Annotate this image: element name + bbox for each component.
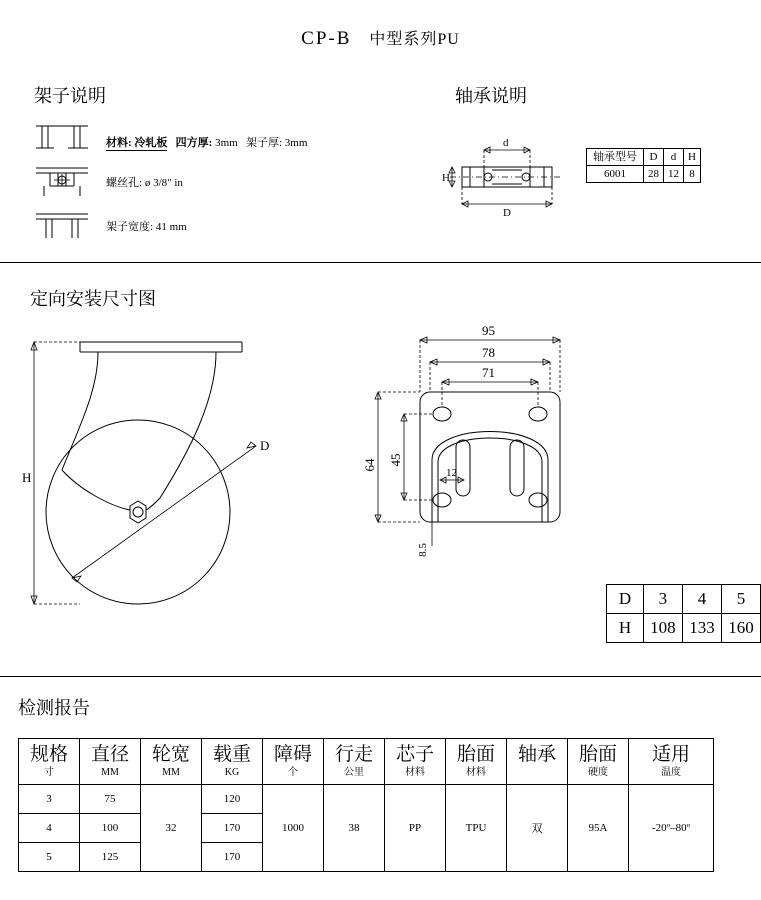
col-title: 轮宽	[151, 744, 190, 765]
diameter-height-table	[606, 584, 761, 643]
col-unit: 公里	[344, 767, 364, 778]
report-col-tread-hardness	[568, 739, 629, 785]
frame-width-icon	[28, 208, 100, 244]
col-unit	[508, 766, 566, 783]
bolt-hole-value: ø 3/8" in	[144, 177, 183, 189]
dh-label-H: H	[607, 614, 644, 643]
report-col-travel	[324, 739, 385, 785]
test-report-table	[18, 738, 714, 872]
obstacle-value: 1000	[263, 785, 324, 872]
table-row	[607, 585, 761, 614]
plate-label: 四方厚:	[175, 137, 213, 149]
plate-value: 3mm	[215, 137, 238, 149]
col-unit: MM	[101, 767, 119, 778]
col-unit: 温度	[661, 767, 681, 778]
product-subtitle: 中型系列PU	[369, 31, 460, 48]
col-title: 芯子	[395, 744, 434, 765]
table-row	[587, 149, 701, 166]
frame-top-profile-icon	[28, 122, 100, 156]
section-heading-bearing: 轴承说明	[455, 86, 527, 106]
svg-text:12: 12	[446, 467, 457, 479]
svg-text:d: d	[503, 137, 509, 149]
dh-D-4: 4	[682, 585, 721, 614]
page-title	[0, 26, 761, 50]
bolt-hole-row	[106, 174, 183, 190]
bearing-value: 双	[507, 785, 568, 872]
svg-text:95: 95	[482, 323, 495, 338]
col-title: 胎面	[578, 744, 617, 765]
col-unit: MM	[162, 767, 180, 778]
report-col-core	[385, 739, 446, 785]
svg-text:8.5: 8.5	[417, 543, 429, 557]
material-label: 材料:	[106, 137, 132, 149]
report-col-obstacle	[263, 739, 324, 785]
bearing-th-H: H	[684, 149, 701, 166]
frame-material-row	[106, 134, 307, 150]
frame-bolt-hole-icon	[28, 162, 100, 202]
bearing-H-value: 8	[684, 166, 701, 183]
bolt-hole-label: 螺丝孔:	[106, 177, 143, 189]
bearing-spec-table	[586, 148, 701, 183]
bearing-model-value: 6001	[587, 166, 644, 183]
col-unit: 寸	[44, 767, 54, 778]
col-title: 直径	[90, 744, 129, 765]
diameter-value: 75	[80, 785, 141, 814]
spec-value: 4	[19, 814, 80, 843]
frame-thickness-value: 3mm	[284, 137, 308, 149]
tread-material-value: TPU	[446, 785, 507, 872]
bearing-d-value: 12	[664, 166, 684, 183]
divider-bottom	[0, 676, 761, 677]
svg-text:D: D	[503, 207, 511, 219]
table-row	[587, 166, 701, 183]
col-title: 行走	[334, 744, 373, 765]
load-value: 120	[202, 785, 263, 814]
dh-H-3: 108	[643, 614, 682, 643]
report-col-width	[141, 739, 202, 785]
report-col-load	[202, 739, 263, 785]
col-title: 载重	[212, 744, 251, 765]
material-value: 冷轧板	[134, 137, 168, 149]
section-heading-frame: 架子说明	[34, 86, 106, 106]
svg-text:H: H	[442, 172, 450, 184]
col-title: 规格	[29, 744, 68, 765]
bearing-section-drawing	[440, 132, 570, 222]
col-title: 适用	[651, 744, 690, 765]
frame-thickness-label: 架子厚:	[245, 137, 283, 149]
dh-H-5: 160	[721, 614, 760, 643]
dh-D-5: 5	[721, 585, 760, 614]
divider-top	[0, 262, 761, 263]
bearing-th-model: 轴承型号	[587, 149, 644, 166]
spec-value: 5	[19, 843, 80, 872]
col-unit: 个	[288, 767, 298, 778]
mounting-plate-top-view-drawing	[360, 310, 680, 570]
table-row	[607, 614, 761, 643]
report-col-bearing	[507, 739, 568, 785]
col-title: 轴承	[517, 744, 556, 765]
load-value: 170	[202, 843, 263, 872]
dh-label-D: D	[607, 585, 644, 614]
bearing-th-d: d	[664, 149, 684, 166]
section-heading-report: 检测报告	[18, 698, 90, 718]
section-heading-mounting: 定向安装尺寸图	[30, 289, 156, 309]
table-header-row	[19, 739, 714, 785]
bearing-D-value: 28	[644, 166, 664, 183]
dh-D-3: 3	[643, 585, 682, 614]
svg-text:71: 71	[482, 365, 495, 380]
caster-side-view-drawing	[20, 330, 330, 620]
svg-text:H: H	[22, 470, 32, 485]
col-unit: 材料	[466, 767, 486, 778]
svg-text:45: 45	[388, 453, 403, 467]
load-value: 170	[202, 814, 263, 843]
diameter-value: 125	[80, 843, 141, 872]
bearing-th-D: D	[644, 149, 664, 166]
col-unit: 材料	[405, 767, 425, 778]
dh-H-4: 133	[682, 614, 721, 643]
frame-width-label: 架子宽度:	[106, 221, 154, 233]
temperature-value: -20º–80º	[629, 785, 714, 872]
core-value: PP	[385, 785, 446, 872]
svg-text:64: 64	[362, 458, 377, 472]
svg-text:D: D	[260, 438, 270, 453]
frame-width-row	[106, 218, 187, 234]
frame-width-value: 41 mm	[155, 221, 187, 233]
report-col-spec	[19, 739, 80, 785]
travel-value: 38	[324, 785, 385, 872]
svg-text:78: 78	[482, 345, 495, 360]
frame-spec-block	[28, 118, 428, 248]
report-col-temperature	[629, 739, 714, 785]
report-col-tread-material	[446, 739, 507, 785]
tread-hardness-value: 95A	[568, 785, 629, 872]
width-value: 32	[141, 785, 202, 872]
col-title: 障碍	[273, 744, 312, 765]
product-code: CP-B	[301, 28, 352, 49]
report-col-diameter	[80, 739, 141, 785]
col-title: 胎面	[456, 744, 495, 765]
table-row	[19, 785, 714, 814]
diameter-value: 100	[80, 814, 141, 843]
col-unit: KG	[224, 767, 240, 778]
col-unit: 硬度	[588, 767, 608, 778]
spec-value: 3	[19, 785, 80, 814]
